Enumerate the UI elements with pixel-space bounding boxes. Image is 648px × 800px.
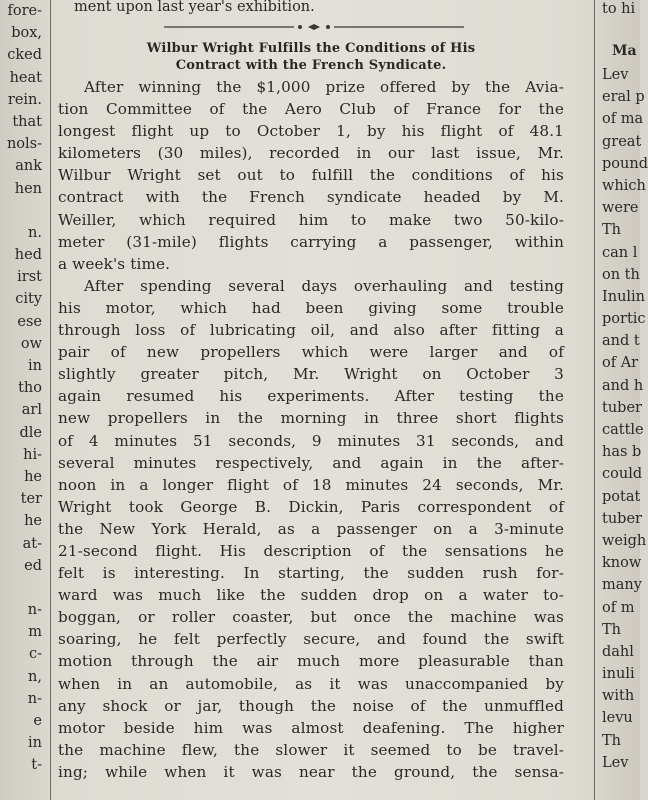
article-line: 21-second flight. His description of the sensations he (58, 541, 564, 560)
right-column-line: could (602, 466, 643, 483)
right-column-line: has b (602, 444, 642, 461)
right-column-lines (598, 64, 648, 774)
article-line: the machine flew, the slower it seemed to be travel- (58, 740, 564, 759)
article-line: motor beside him was almost deafening. The higher (58, 718, 564, 737)
left-column-line: rein. (7, 91, 42, 108)
right-column-line: Th (602, 621, 622, 638)
left-column-fragment (0, 0, 48, 800)
right-column-line: Inulin (602, 288, 646, 305)
article-line: several minutes respectively, and again in the after- (58, 453, 564, 472)
left-column-line: nols- (6, 136, 42, 153)
article-line: Wright took George B. Dickin, Paris correspondent of (58, 497, 564, 516)
column-rule-right (594, 0, 595, 800)
article-line: After spending several days overhauling and testing (84, 276, 564, 295)
right-column-line: and h (602, 377, 644, 394)
left-column-line (0, 777, 48, 799)
right-column-line: Lev (602, 67, 629, 83)
headline-line-2: Contract with the French Syndicate. (175, 58, 447, 73)
article-line: of 4 minutes 51 seconds, 9 minutes 31 seconds, and (58, 431, 564, 450)
left-column-line: n- (27, 602, 42, 619)
right-column-line: and t (602, 333, 640, 350)
right-column-fragment (598, 0, 648, 800)
right-column-line: of m (602, 599, 635, 616)
left-column-line: hen (14, 180, 42, 197)
left-column-line: fore- (7, 3, 42, 19)
left-column-line: ed (24, 557, 42, 574)
article-line: slightly greater pitch, Mr. Wright on October 3 (58, 365, 564, 384)
article-line: Weiller, which required him to make two 50-kilo- (58, 210, 564, 229)
right-column-line: were (602, 200, 639, 217)
right-column-line: potat (602, 488, 641, 505)
right-heading-fragment: Ma (612, 43, 637, 59)
left-column-line: e (33, 713, 42, 729)
left-column-line: hi- (23, 446, 42, 463)
article-line: the New York Herald, as a passenger on a 3-minute (58, 519, 564, 538)
left-column-line: hed (14, 247, 42, 264)
article-line: through loss of lubricating oil, and also after fitting a (58, 321, 564, 340)
right-column-line: portic (602, 311, 646, 328)
right-column-line: great (602, 133, 642, 150)
right-column-line: weigh (602, 532, 647, 549)
right-column-line: levu (602, 710, 633, 727)
right-column-line: which (602, 177, 646, 194)
right-column-line: can l (602, 244, 638, 261)
left-column-line: tho (18, 380, 42, 397)
right-column-line: Th (602, 222, 622, 239)
right-column-line: dahl (602, 643, 634, 660)
left-column-line: ank (15, 158, 42, 175)
article-line: Wilbur Wright set out to fulfill the conditions of his (58, 166, 564, 185)
article-line: boggan, or roller coaster, but once the machine was (58, 608, 564, 627)
article-line: soaring, he felt perfectly secure, and found the swift (58, 630, 564, 649)
left-column-line: m (28, 624, 42, 641)
article-line: a week's time. (58, 254, 171, 273)
left-column-line: he (24, 468, 42, 485)
article-line: when in an automobile, as it was unaccompanied by (58, 674, 564, 693)
left-column-line: ese (17, 313, 42, 330)
article-line: tion Committee of the Aero Club of France for the (58, 100, 564, 119)
left-column-line: he (24, 513, 42, 530)
article-line: pair of new propellers which were larger and of (58, 343, 564, 362)
right-column-line: of ma (602, 111, 644, 128)
article-line: kilometers (30 miles), recorded in our last issue, Mr. (58, 144, 564, 163)
right-column-line: tuber (602, 399, 642, 416)
left-column-line: at- (22, 535, 42, 552)
left-column-line: cked (7, 47, 42, 64)
left-column-line: c- (28, 646, 42, 663)
article-line: contract with the French syndicate headed by M. (58, 188, 564, 207)
headline-line-1: Wilbur Wright Fulfills the Conditions of His (146, 41, 476, 56)
column-rule-left (50, 0, 51, 800)
left-column-line: ow (20, 335, 42, 352)
article-line: After winning the $1,000 prize offered by the Avia- (84, 78, 564, 96)
article-line: his motor, which had been giving some trouble (58, 298, 564, 317)
right-column-line: Th (602, 732, 622, 749)
left-column-line: dle (19, 424, 42, 441)
article-line: ward was much like the sudden drop on a water to- (58, 586, 564, 605)
left-column-line: arl (21, 402, 42, 419)
left-column-line: in (28, 358, 42, 374)
left-column-line (0, 200, 48, 222)
left-column-line: in (28, 735, 42, 752)
left-column-line: that (12, 113, 42, 130)
right-column-line: of Ar (602, 355, 639, 372)
right-column-line: pound (602, 155, 648, 172)
article-line: felt is interesting. In starting, the sudden rush for- (58, 564, 564, 583)
right-column-line: cattle (602, 422, 644, 438)
left-column-line: n, (28, 668, 42, 685)
right-top-fragment: to hi (602, 1, 636, 17)
right-column-line: with (602, 688, 635, 705)
article-column (54, 0, 568, 800)
article-line: noon in a longer flight of 18 minutes 24 seconds, Mr. (58, 475, 564, 494)
article-line: meter (31-mile) flights carrying a passenger, within (58, 232, 564, 251)
article-line: new propellers in the morning in three short flights (58, 409, 564, 428)
ornament-divider (164, 23, 464, 31)
right-column-line: know (602, 555, 642, 572)
article-body (58, 76, 564, 783)
right-column-line: on th (602, 266, 640, 283)
left-column-line: city (15, 291, 42, 308)
article-line: motion through the air much more pleasurable than (58, 652, 564, 671)
right-column-line: eral p (602, 89, 645, 106)
left-column-line (0, 577, 48, 599)
left-column-line: n- (27, 690, 42, 707)
article-line: any shock or jar, though the noise of the unmuffled (58, 696, 564, 715)
left-column-line: t- (31, 757, 42, 774)
left-column-line: heat (9, 69, 42, 86)
article-line: again resumed his experiments. After testing the (58, 387, 564, 406)
left-column-line: n. (28, 224, 42, 241)
right-column-line: inuli (602, 666, 635, 683)
left-column-line: box, (11, 25, 42, 42)
previous-article-fragment: ment upon last year's exhibition. (74, 0, 315, 15)
right-column-line: Lev (602, 754, 629, 771)
left-column-line: irst (17, 269, 42, 286)
article-line: longest flight up to October 1, by his flight of 48.1 (58, 122, 564, 141)
right-column-line: many (602, 577, 642, 594)
article-line: ing; while when it was near the ground, the sensa- (58, 762, 564, 781)
right-column-line: tuber (602, 510, 642, 527)
left-column-line: ter (20, 491, 42, 508)
